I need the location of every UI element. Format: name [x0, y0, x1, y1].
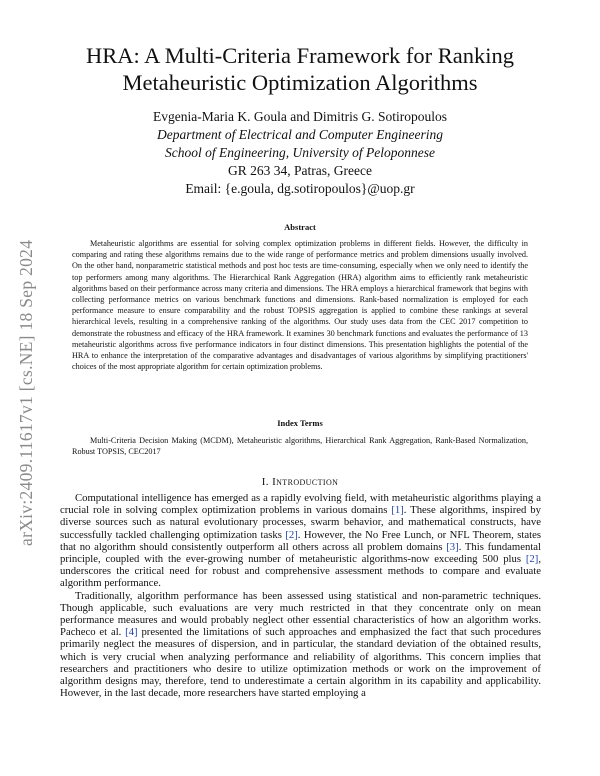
citation-link[interactable]: [2] [525, 553, 539, 566]
email: Email: {e.goula, dg.sotiropoulos}@uop.gr [185, 181, 415, 196]
arxiv-id-text: arXiv:2409.11617v1 [cs.NE] 18 Sep 2024 [16, 239, 36, 546]
arxiv-identifier-stamp [4, 190, 48, 550]
author-block [60, 108, 540, 198]
text-run: . These algorithms, inspired by diverse sources such as natural evolutionary processes, swarm behavior, and mathematical constructs, have successfully tackled challenging optimization tasks [60, 504, 541, 541]
abstract-heading: Abstract [284, 222, 316, 232]
section-number: I. [261, 476, 269, 488]
citation-link[interactable]: [1] [391, 504, 404, 517]
intro-paragraph-2 [60, 590, 541, 700]
index-terms-heading: Index Terms [277, 418, 323, 428]
section-heading-introduction [60, 476, 540, 488]
paper-title [60, 42, 540, 96]
text-run: , underscores the critical need for robust and comprehensive assessment methods to compare and evaluate algorithm performance. [60, 553, 541, 590]
citation-link[interactable]: [2] [285, 528, 298, 541]
author-names: Evgenia-Maria K. Goula and Dimitris G. Sotiropoulos [153, 109, 447, 124]
text-run: Traditionally, algorithm performance has been assessed using statistical and non-parametric techniques. Though applicable, such evaluations are very much restricted in that they concentrate only on mean performance measures and would probably neglect other essential characteristics of how an algorithm works. Pacheco et al. [60, 589, 541, 639]
text-run: presented the limitations of such approaches and emphasized the fact that such procedures primarily neglect the measures of dispersion, and in particular, the standard deviation of the obtained results, which is very crucial when analyzing performance and reliability of algorithms. This concern implies that researchers and practitioners who desire to utilize optimization methods or work on the improvement of algorithm designs may, therefore, tend to underestimate a certain algorithm in its capability and applicability. However, in the last decade, more researchers have started employing a [60, 626, 541, 700]
address: GR 263 34, Patras, Greece [228, 163, 372, 178]
introduction-body [60, 492, 541, 699]
department: Department of Electrical and Computer Engineering [156, 127, 444, 142]
citation-link[interactable]: [4] [125, 626, 138, 639]
text-run: . This fundamental principle, coupled with the ever-growing number of metaheuristic algorithms-now exceeding 500 plus [60, 540, 541, 566]
abstract-text: Metaheuristic algorithms are essential for solving complex optimization problems in different fields. However, the difficulty in comparing and rating these algorithms remains due to the wide range of performance metrics and problem dimensions usually involved. On the other hand, nonparametric statistical methods and post hoc tests are time-consuming, especially when we only need to identify the top performers among many algorithms. The Hierarchical Rank Aggregation (HRA) algorithm aims to efficiently rank metaheuristic algorithms based on their performance across many criteria and dimensions. The HRA employs a hierarchical framework that begins with collecting performance metrics on various benchmark functions and dimensions. Rank-based normalization is employed for each performance measure to ensure comparability and the robust TOPSIS aggregation is applied to combine these rankings at several hierarchical levels, resulting in a comprehensive ranking of the algorithms. Our study uses data from the CEC 2017 competition to demonstrate the robustness and efficacy of the HRA framework. It examines 30 benchmark functions and evaluates the performance of 13 metaheuristic algorithms across five performance indicators in four distinct dimensions. This presentation highlights the potential of the HRA to enhance the interpretation of the comparative advantages and disadvantages of various algorithms by simplifying practitioners' choices of the most appropriate algorithm for certain optimization problems. [72, 239, 528, 372]
title-line-2: Metaheuristic Optimization Algorithms [122, 70, 478, 95]
intro-paragraph-1 [60, 492, 541, 590]
text-run: Computational intelligence has emerged as a rapidly evolving field, with metaheuristic algorithms playing a crucial role in solving complex optimization problems in various domains [60, 492, 541, 517]
section-title: Introduction [272, 476, 339, 488]
school: School of Engineering, University of Peloponnese [165, 145, 435, 160]
text-run: . However, the No Free Lunch, or NFL Theorem, states that no algorithm should consistently outperform all others across all problem domains [60, 528, 541, 553]
title-line-1: HRA: A Multi-Criteria Framework for Ranking [85, 43, 515, 68]
citation-link[interactable]: [3] [446, 540, 459, 553]
index-terms-text: Multi-Criteria Decision Making (MCDM), Metaheuristic algorithms, Hierarchical Rank Aggregation, Rank-Based Normalization, Robust TOPSIS, CEC2017 [72, 436, 528, 457]
